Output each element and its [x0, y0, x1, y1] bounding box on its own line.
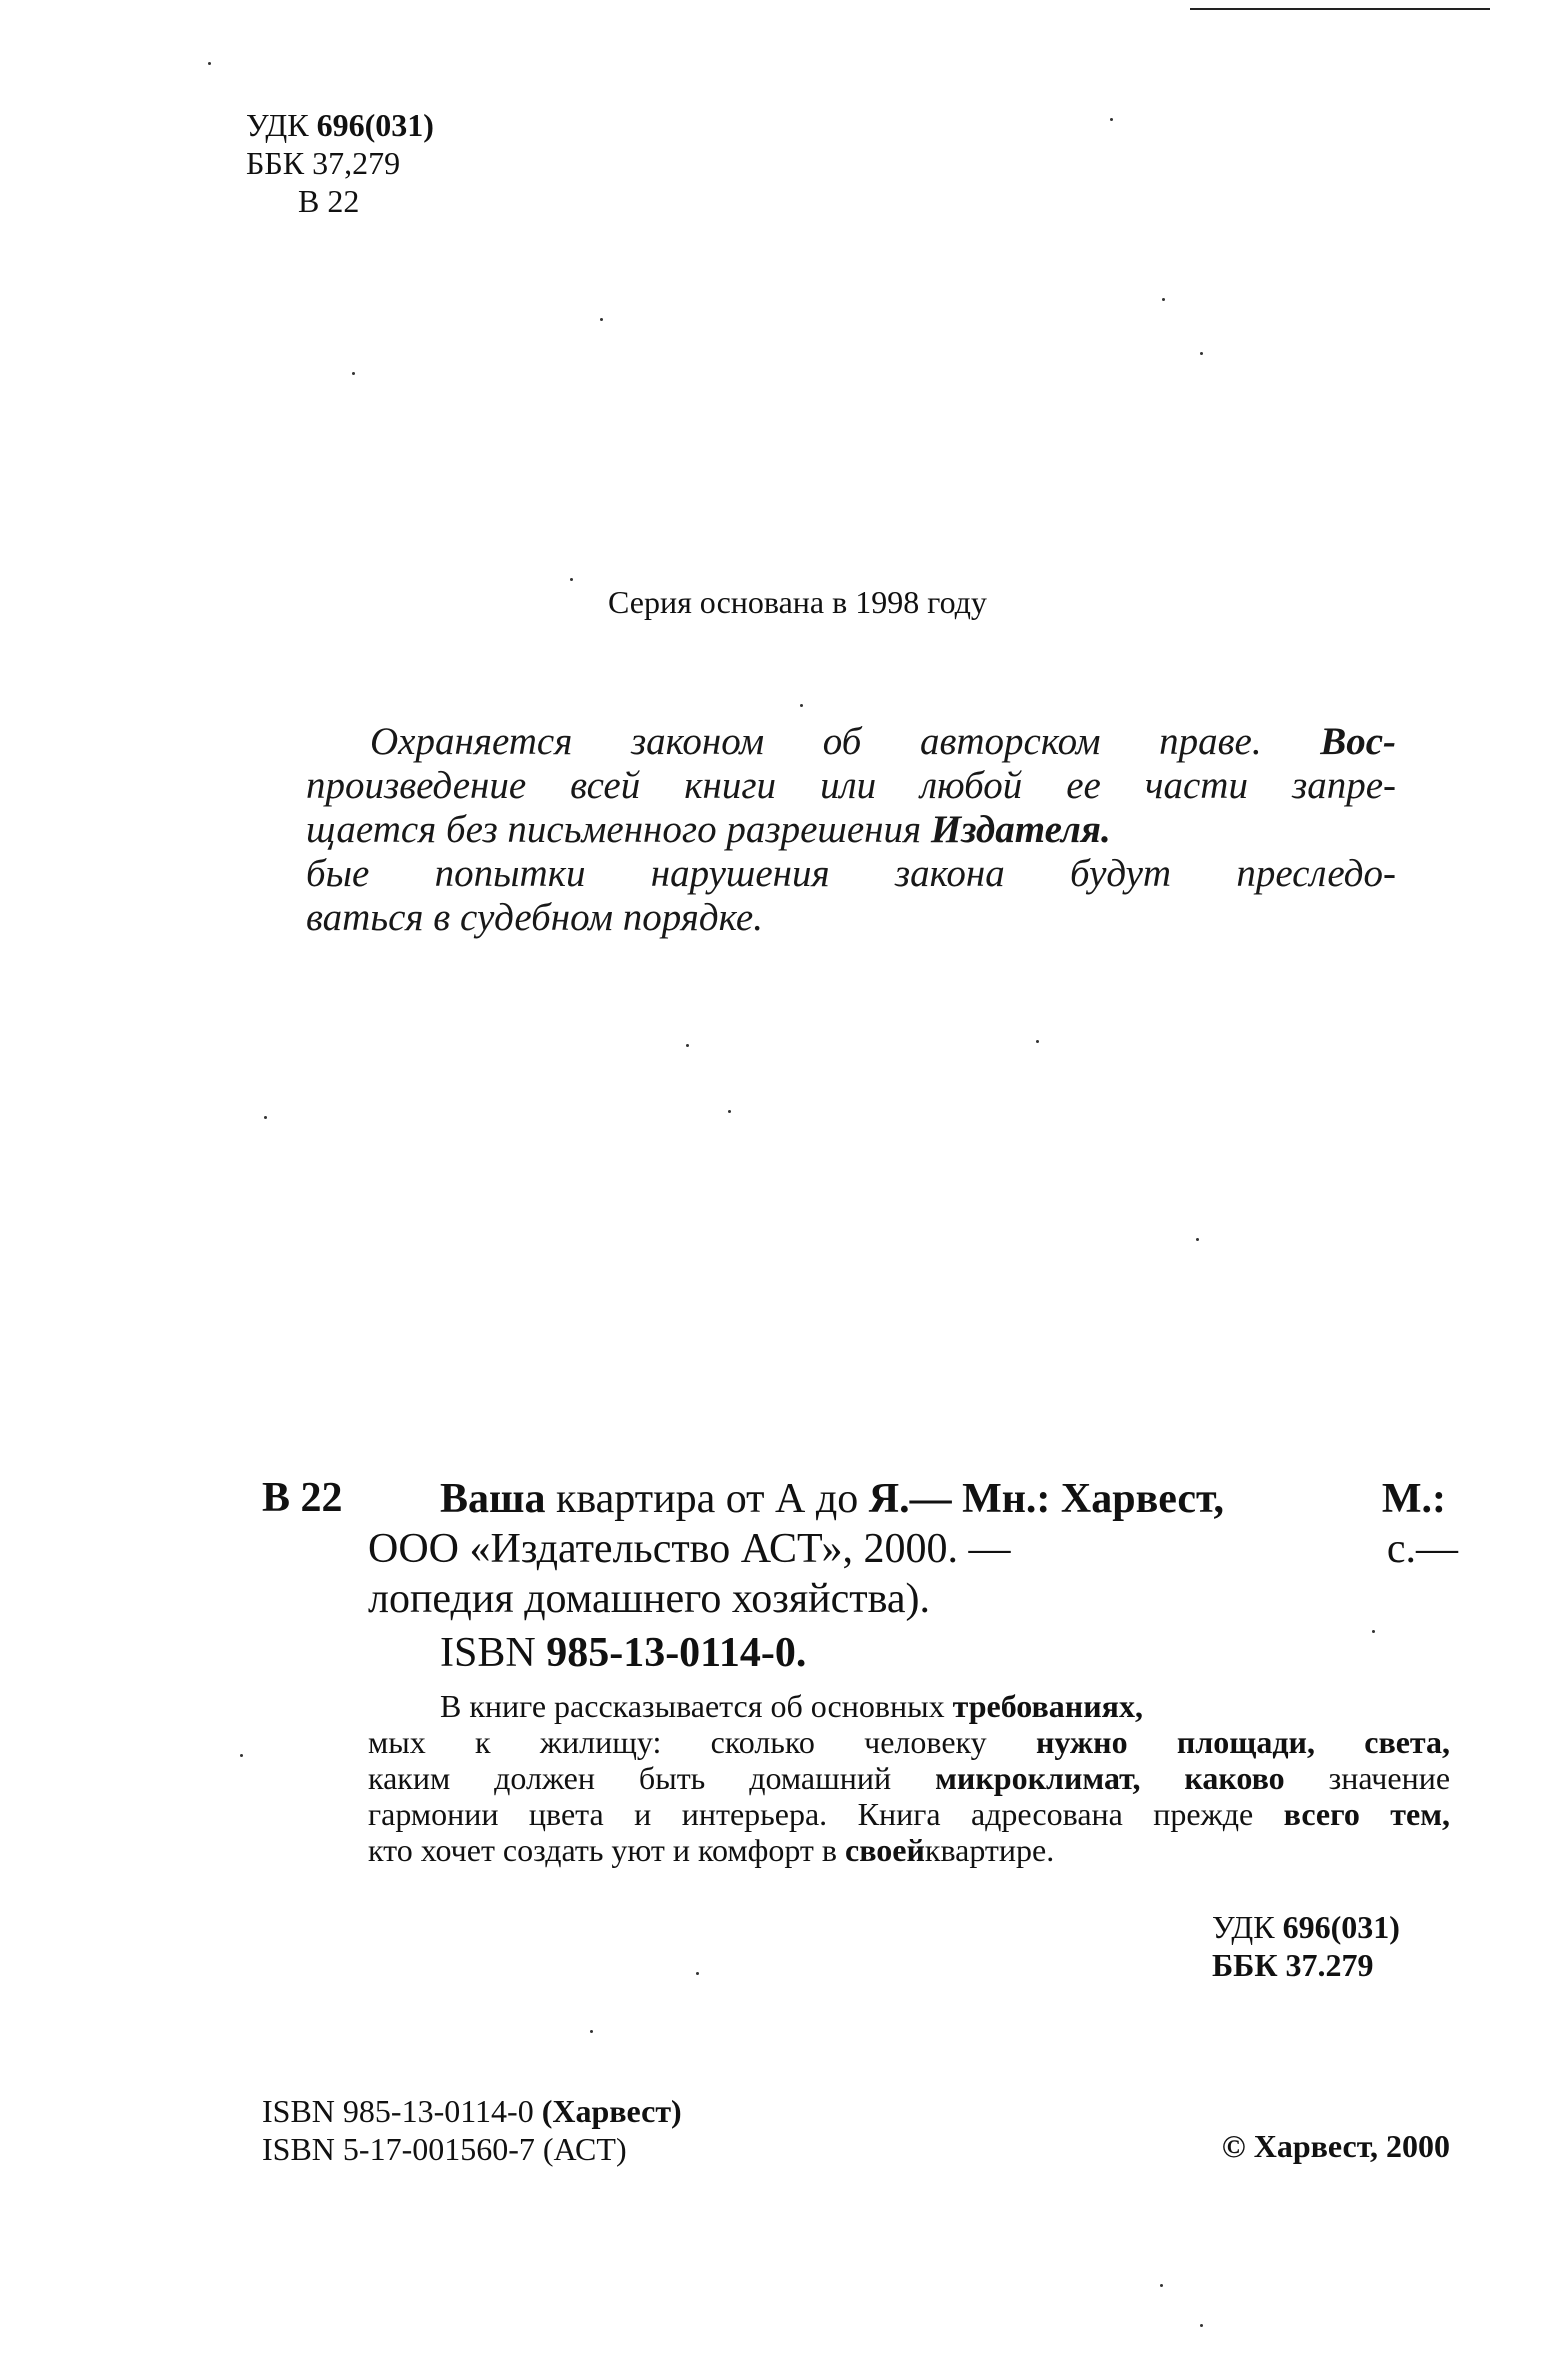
- isbn-label: ISBN: [262, 2093, 335, 2129]
- isbn-publisher: (Харвест): [541, 2093, 682, 2129]
- annotation-line-1-bold: требованиях,: [952, 1688, 1143, 1724]
- isbn-line: [262, 2130, 682, 2168]
- bib-isbn-value: 985-13-0114-0.: [546, 1630, 807, 1676]
- scan-speck: [570, 578, 573, 581]
- bib-entry-code: В 22: [262, 1475, 343, 1521]
- isbn-list: [262, 2092, 682, 2168]
- scan-speck: [1372, 1630, 1375, 1633]
- classification-codes-top: [246, 106, 434, 220]
- annotation-line-2: [368, 1724, 1450, 1760]
- scan-speck: [1200, 352, 1203, 355]
- bib-isbn: [368, 1628, 1458, 1678]
- bib-entry-line-3: лопедия домашнего хозяйства).: [368, 1576, 931, 1622]
- bib-line-1-end: Я.— Мн.: Харвест,: [868, 1476, 1225, 1522]
- copyright-line-2: произведение всей книги или любой ее части запре-: [306, 764, 1396, 807]
- bib-title-rest: квартира от А до: [555, 1476, 859, 1522]
- copyright-line-5: ваться в судебном порядке.: [306, 896, 763, 939]
- udk-value: 696(031): [316, 107, 434, 143]
- bbk-label: ББК: [246, 145, 305, 181]
- isbn-publisher: (АСТ): [542, 2131, 627, 2167]
- copyright-line-1-end: Вос-: [1320, 720, 1396, 763]
- scan-speck: [1162, 298, 1165, 301]
- scan-speck: [590, 2030, 593, 2033]
- isbn-label: ISBN: [262, 2131, 335, 2167]
- annotation-line-3-text: каким должен быть домашний: [368, 1760, 892, 1796]
- annotation-line-4: [368, 1796, 1450, 1832]
- annotation-line-2-bold: нужно: [1035, 1724, 1128, 1760]
- classification-codes-bottom: [1212, 1908, 1400, 1984]
- udk-bottom-value: 696(031): [1282, 1909, 1400, 1945]
- bib-entry-line-1: [368, 1474, 1458, 1524]
- copyright-line-3-text: щается без письменного разрешения: [306, 808, 922, 851]
- scan-speck: [352, 372, 355, 375]
- annotation-line-5-end: квартире.: [924, 1832, 1055, 1868]
- annotation: [368, 1688, 1450, 1868]
- bib-city-right: М.:: [1381, 1476, 1446, 1522]
- scan-speck: [696, 1972, 699, 1975]
- bib-entry-line-2: ООО «Издательство АСТ», 2000. —: [368, 1526, 1011, 1572]
- isbn-number: 5-17-001560-7: [342, 2131, 535, 2167]
- scan-speck: [728, 1110, 731, 1113]
- annotation-line-3-end: значение: [1328, 1760, 1451, 1796]
- copyright-line-3-end: Издателя.: [930, 808, 1111, 851]
- isbn-number: 985-13-0114-0: [342, 2093, 534, 2129]
- scan-speck: [1160, 2284, 1163, 2287]
- scan-speck: [240, 1754, 243, 1757]
- publisher-copyright: © Харвест, 2000: [1221, 2128, 1450, 2164]
- copyright-line-4: бые попытки нарушения закона будут преследо-: [306, 852, 1396, 895]
- bbk-value: 37,279: [312, 145, 401, 181]
- annotation-line-5: [368, 1832, 1450, 1868]
- bib-title-word: Ваша: [440, 1476, 546, 1522]
- annotation-line-1-text: В книге рассказывается об основных: [440, 1688, 945, 1724]
- udk-bottom-line: [1212, 1908, 1400, 1946]
- scan-speck: [264, 1116, 267, 1119]
- scan-speck: [1196, 1238, 1199, 1241]
- scan-speck: [1110, 118, 1113, 121]
- udk-label: УДК: [246, 107, 309, 143]
- scan-speck: [686, 1044, 689, 1047]
- scan-speck: [600, 318, 603, 321]
- copyright-notice: [306, 720, 1396, 940]
- annotation-line-3: [368, 1760, 1450, 1796]
- scan-speck: [800, 704, 803, 707]
- scan-speck: [208, 62, 211, 65]
- series-note: Серия основана в 1998 году: [608, 584, 987, 620]
- copyright-line-3: [306, 808, 1396, 852]
- top-rule: [1190, 8, 1490, 10]
- scan-speck: [1200, 2324, 1203, 2327]
- annotation-line-4-bold: всего тем,: [1283, 1796, 1451, 1832]
- annotation-line-1: [368, 1688, 1450, 1724]
- annotation-line-2-text: мых к жилищу: сколько человеку: [368, 1724, 987, 1760]
- annotation-line-5-text: кто хочет создать уют и комфорт в: [368, 1832, 837, 1868]
- annotation-line-3-bold: микроклимат, каково: [935, 1760, 1285, 1796]
- copyright-line-1: [306, 720, 1396, 764]
- author-mark: В 22: [298, 183, 360, 219]
- annotation-line-2-end: площади, света,: [1176, 1724, 1451, 1760]
- udk-bottom-label: УДК: [1212, 1909, 1275, 1945]
- annotation-line-5-bold: своей: [844, 1832, 925, 1868]
- bbk-bottom: ББК 37.279: [1212, 1947, 1374, 1983]
- copyright-line-1-text: Охраняется законом об авторском праве.: [370, 720, 1262, 763]
- bib-isbn-label: ISBN: [440, 1630, 536, 1676]
- isbn-line: [262, 2092, 682, 2130]
- bib-pages-right: с.—: [1386, 1526, 1458, 1572]
- bbk-line: [246, 144, 434, 182]
- udk-line: [246, 106, 434, 144]
- scan-speck: [1036, 1040, 1039, 1043]
- annotation-line-4-text: гармонии цвета и интерьера. Книга адресована прежде: [368, 1796, 1254, 1832]
- bibliographic-entry: [368, 1474, 1458, 1678]
